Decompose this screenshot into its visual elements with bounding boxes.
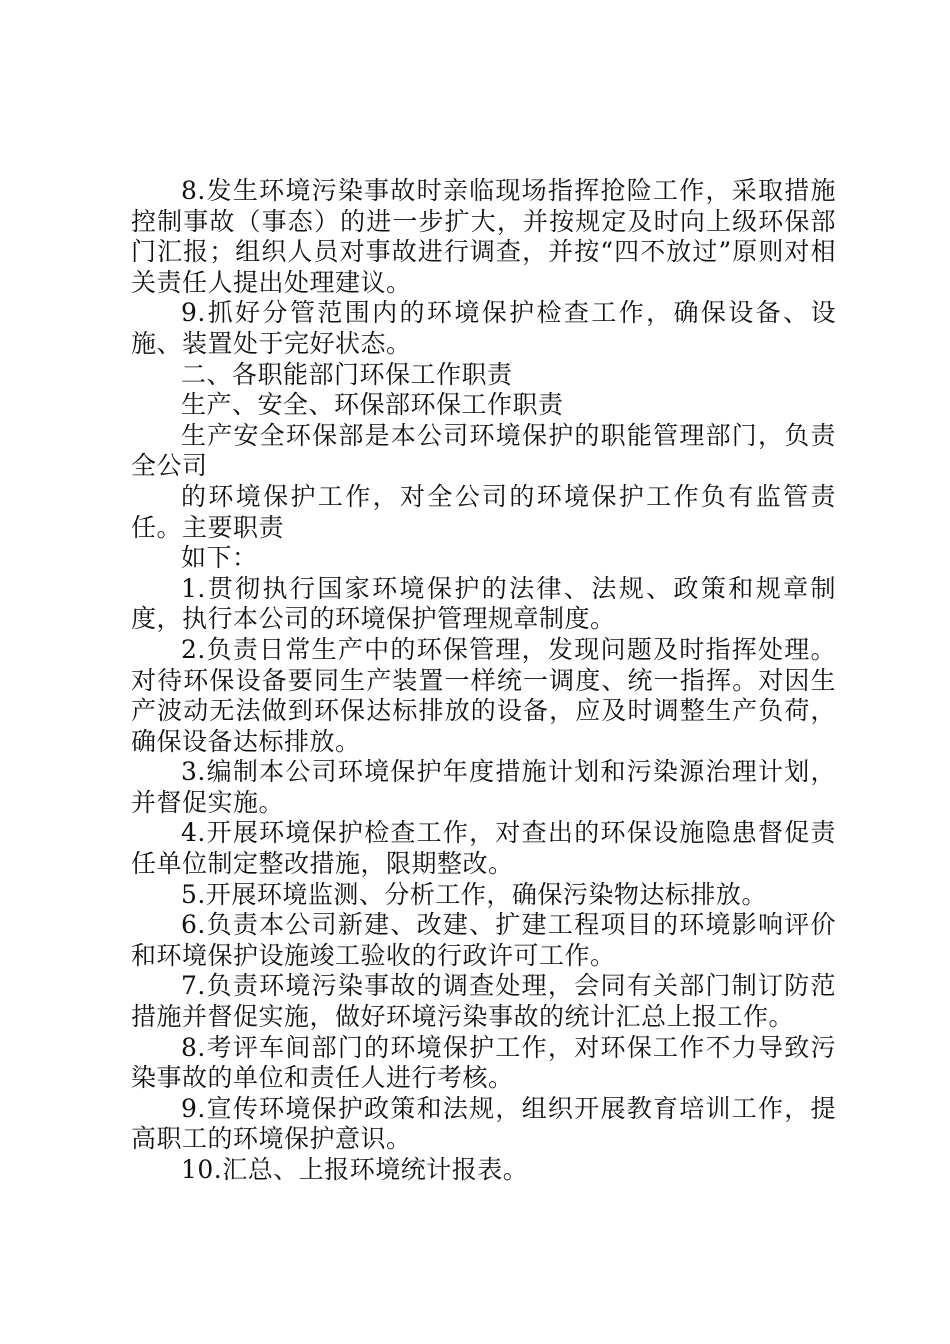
paragraph-department-intro-1: 生产安全环保部是本公司环境保护的职能管理部门，负责全公司 xyxy=(131,420,836,481)
subsection-heading: 生产、安全、环保部环保工作职责 xyxy=(181,390,564,420)
duty-item-7: 7.负责环境污染事故的调查处理，会同有关部门制订防范措施并督促实施，做好环境污染事故的统计汇总上报工作。 xyxy=(131,971,836,1032)
duty-item-5: 5.开展环境监测、分析工作，确保污染物达标排放。 xyxy=(181,879,767,909)
section-heading: 二、各职能部门环保工作职责 xyxy=(181,359,513,389)
duty-item-3: 3.编制本公司环境保护年度措施计划和污染源治理计划，并督促实施。 xyxy=(131,757,836,817)
duty-item-4: 4.开展环境保护检查工作，对查出的环保设施隐患督促责任单位制定整改措施，限期整改。 xyxy=(131,818,836,879)
duty-item-2: 2.负责日常生产中的环保管理，发现问题及时指挥处理。对待环保设备要同生产装置一样统一调度、统一指挥。对因生产波动无法做到环保达标排放的设备，应及时调整生产负荷，确保设备达标排放。 xyxy=(131,634,836,756)
duty-item-1: 1.贯彻执行国家环境保护的法律、法规、政策和规章制度，执行本公司的环境保护管理规章制度。 xyxy=(131,573,836,634)
duty-item-6: 6.负责本公司新建、改建、扩建工程项目的环境影响评价和环境保护设施竣工验收的行政许可工作。 xyxy=(131,910,836,970)
duty-item-9: 9.宣传环境保护政策和法规，组织开展教育培训工作，提高职工的环境保护意识。 xyxy=(131,1093,836,1154)
paragraph-item-8-emergency: 8.发生环境污染事故时亲临现场指挥抢险工作，采取措施控制事故（事态）的进一步扩大，并按规定及时向上级环保部门汇报；组织人员对事故进行调查，并按“四不放过”原则对相关责任人提出处理建议。 xyxy=(131,176,836,297)
paragraph-department-intro-2: 的环境保护工作，对全公司的环境保护工作负有监管责任。主要职责 xyxy=(131,481,836,542)
paragraph-department-intro-3: 如下： xyxy=(181,543,258,573)
duty-item-8: 8.考评车间部门的环境保护工作，对环保工作不力导致污染事故的单位和责任人进行考核。 xyxy=(131,1032,836,1093)
document-page xyxy=(131,176,836,1186)
paragraph-item-9-inspection: 9.抓好分管范围内的环境保护检查工作，确保设备、设施、装置处于完好状态。 xyxy=(131,298,836,358)
duty-item-10: 10.汇总、上报环境统计报表。 xyxy=(181,1155,529,1184)
